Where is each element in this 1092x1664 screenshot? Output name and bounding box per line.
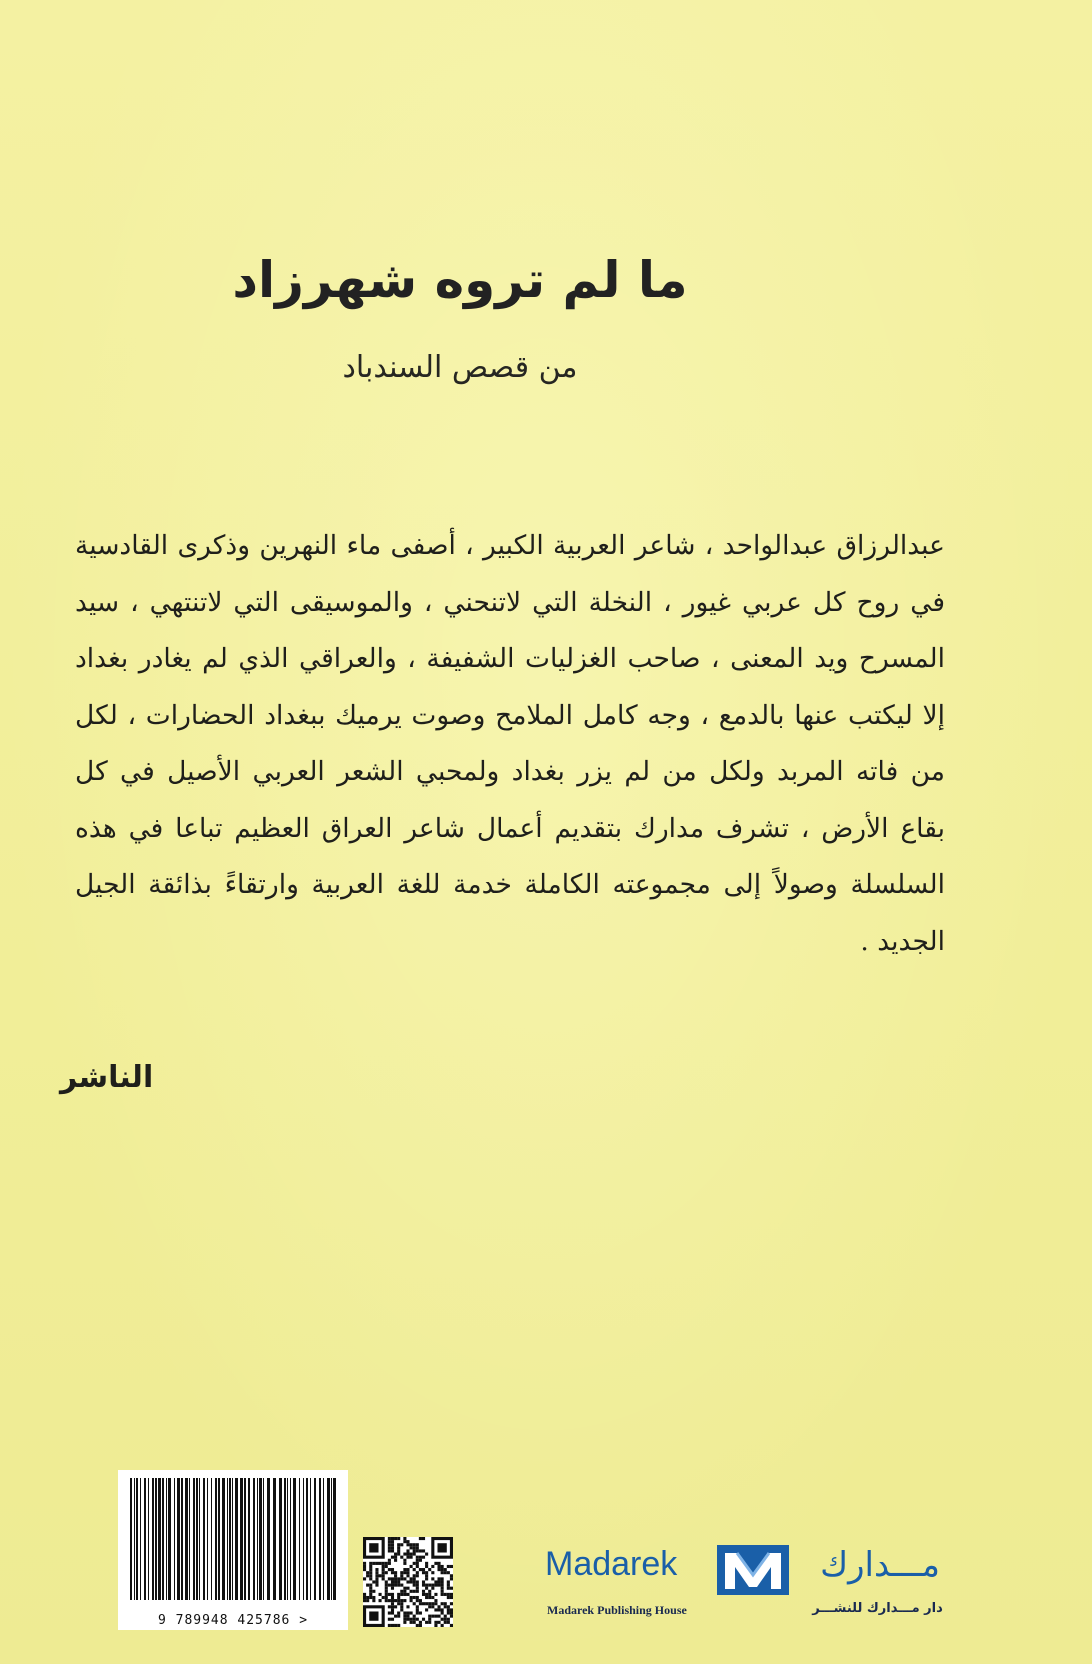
- publisher-latin-tagline: Madarek Publishing House: [547, 1603, 687, 1617]
- book-title: ما لم تروه شهرزاد: [232, 251, 688, 309]
- publisher-arabic-name: مـــدارك: [820, 1545, 940, 1585]
- publisher-signature: الناشر: [60, 1060, 154, 1095]
- blurb-text: عبدالرزاق عبدالواحد ، شاعر العربية الكبير ، أصفى ماء النهرين وذكرى القادسية في روح كل عربي غيور ، النخلة التي لاتنحني ، والموسيقى التي لاتنتهي ، سيد المسرح ويد المعنى ، صاحب الغزليات الشفيفة ، والعراقي الذي لم يغادر بغداد إلا ليكتب عنها بالدمع ، وجه كامل الملامح وصوت يرميك ببغداد الحضارات ، لكل من فاته المربد ولكل من لم يزر بغداد ولمحبي الشعر العربي الأصيل في كل بقاع الأرض ، تشرف مدارك بتقديم أعمال شاعر العراق العظيم تباعا في هذه السلسلة وصولاً إلى مجموعته الكاملة خدمة للغة العربية وارتقاءً بذائقة الجيل الجديد .: [75, 530, 945, 957]
- qr-code-icon: [363, 1537, 453, 1627]
- madarek-m-logo-icon: [717, 1545, 789, 1595]
- book-subtitle: من قصص السندباد: [342, 350, 578, 385]
- barcode-icon: [118, 1470, 348, 1610]
- publisher-latin-name: Madarek: [545, 1545, 678, 1583]
- isbn-number: 9 789948 425786 >: [157, 1613, 309, 1628]
- publisher-arabic-tagline: دار مـــدارك للنشـــر: [812, 1601, 943, 1616]
- publisher-logo: [545, 1545, 965, 1635]
- isbn-barcode: [118, 1470, 348, 1630]
